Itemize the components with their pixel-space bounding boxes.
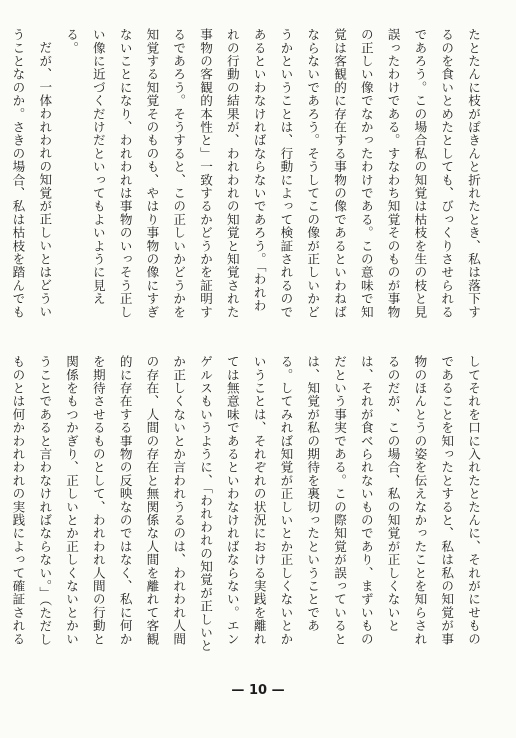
lower-text-block	[10, 355, 486, 655]
paragraph: してそれを口に入れたとたんに、それがにせものであることを知ったとすると、私は私の知覚が事物のほんとうの姿を伝えなかったことを知らされるのだが、この場合、私の知覚が正しくないとは、それが食べられないものであり、まずいものだという事実である。この際知覚が誤っているとは、知覚が私の期待を裏切ったということである。してみれば知覚が正しいとか正しくないとかいうことは、それぞれの状況における実践を離れては無意味であるといわなければならない。エンゲルスもいうように、「われわれの知覚が正しいとか正しくないとか言われうるのは、われわれ人間の存在、人間の存在と無関係な人間を離れて客観的に存在する事物の反映なのではなく、私に何かを期待させるものとして、われわれ人間の行動と関係をもつかぎり、正しいとか正しくないとかいうことであると言わなければならない。」（ただしものとは何かわれわれの実践によって確証される	[10, 355, 481, 653]
upper-text-block	[10, 28, 486, 324]
page-number: — 10 —	[231, 683, 285, 698]
paragraph: たとたんに枝がぽきんと折れたとき、私は落下するのを食いとめたとしても、びっくりさせられるであろう。この場合私の知覚は枯枝を生の枝と見誤ったわけである。すなわち知覚そのものが事物の正しい像でなかったわけである。この意味で知覚は客観的に存在する事物の像であるといわねばならないであろう。そうしてこの像が正しいかどうかということは、行動によって検証されるのであるといわなければならないであろう。「われわれの行動の結果が、われわれの知覚と知覚された事物の客観的本性と」一致するかどうかを証明するであろう。そうすると、この正しいかどうかを知覚する知覚そのものも、やはり事物の像にすぎないことになり、われわれは事物のいっそう正しい像に近づくだけだといってもよいように見える。	[64, 28, 481, 319]
paragraph: だが、一体われわれの知覚が正しいとはどういうことなのか。さきの場合、私は枯枝を踏んでも	[10, 28, 53, 319]
